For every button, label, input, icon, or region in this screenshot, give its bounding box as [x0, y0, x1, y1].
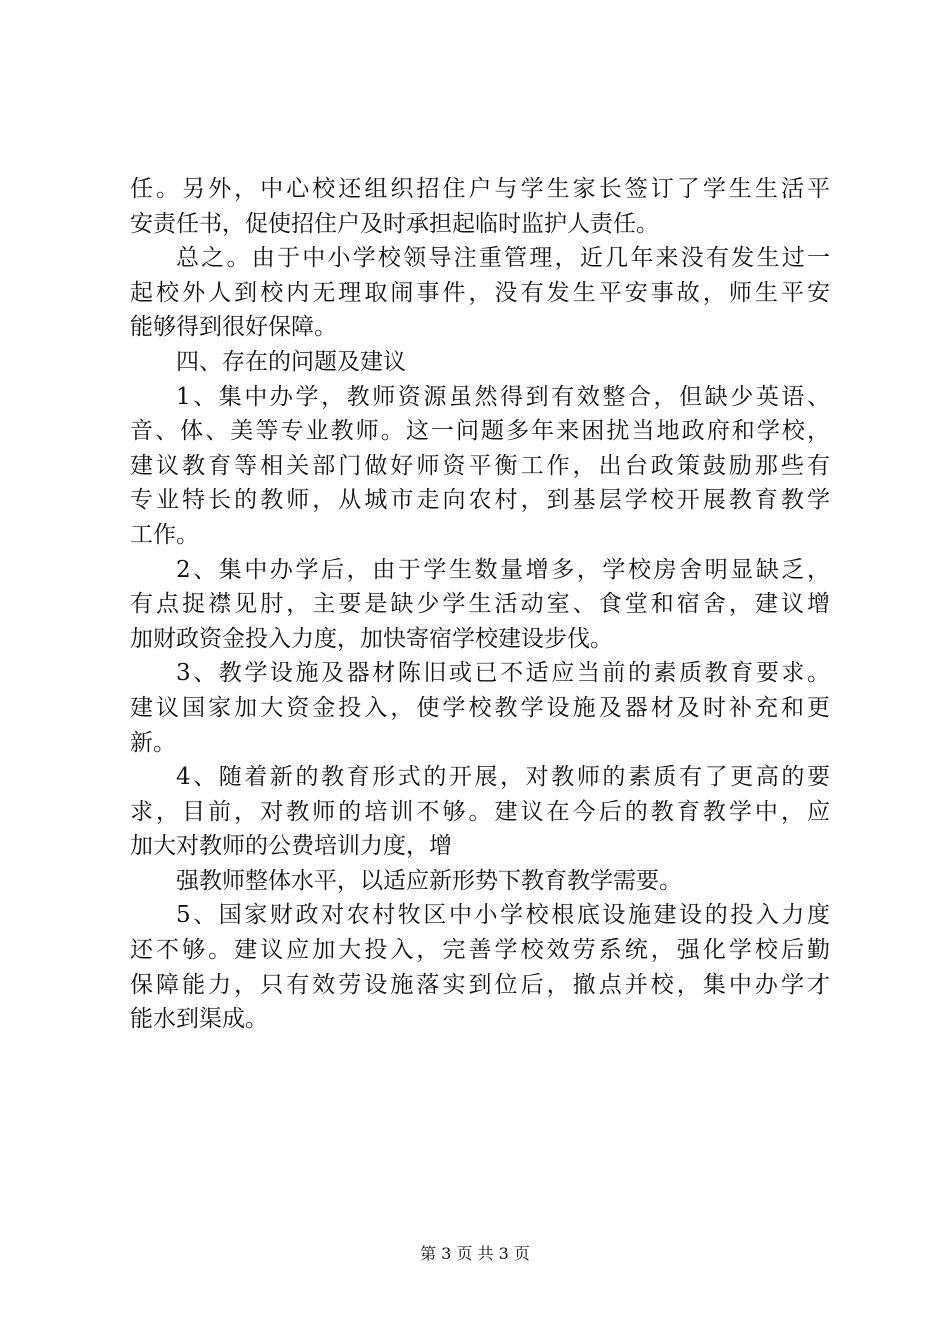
- text-line: 任。另外，中心校还组织招住户与学生家长签订了学生生活平: [130, 176, 830, 202]
- text-line: 能够得到很好保障。: [130, 314, 337, 341]
- text-line: 4、随着新的教育形式的开展，对教师的素质有了更高的要: [176, 764, 830, 791]
- text-line: 建议国家加大资金投入，使学校教学设施及器材及时补充和更: [130, 694, 830, 721]
- text-line: 3、教学设施及器材陈旧或已不适应当前的素质教育要求。: [176, 660, 830, 687]
- text-line: 起校外人到校内无理取闹事件，没有发生平安事故，师生平安: [130, 279, 830, 306]
- text-line: 加大对教师的公费培训力度，增: [130, 833, 452, 860]
- text-line: 专业特长的教师，从城市走向农村，到基层学校开展教育教学: [130, 487, 830, 514]
- text-line: 加财政资金投入力度，加快寄宿学校建设步伐。: [130, 625, 613, 652]
- text-line: 1、集中办学，教师资源虽然得到有效整合，但缺少英语、: [176, 383, 830, 410]
- text-line: 工作。: [130, 521, 199, 548]
- page-footer: 第 3 页 共 3 页: [420, 1244, 530, 1263]
- text-line: 保障能力，只有效劳设施落实到位后，撤点并校，集中办学才: [130, 971, 830, 998]
- text-line: 还不够。建议应加大投入，完善学校效劳系统，强化学校后勤: [130, 937, 830, 964]
- text-line: 音、体、美等专业教师。这一问题多年来困扰当地政府和学校，: [130, 418, 830, 445]
- text-line: 总之。由于中小学校领导注重管理，近几年来没有发生过一: [176, 245, 830, 272]
- text-line: 2、集中办学后，由于学生数量增多，学校房舍明显缺乏，: [176, 556, 830, 583]
- text-line: 安责任书，促使招住户及时承担起临时监护人责任。: [130, 210, 659, 237]
- text-line: 新。: [130, 729, 176, 756]
- text-line: 求，目前，对教师的培训不够。建议在今后的教育教学中，应: [130, 798, 830, 825]
- text-line: 能水到渠成。: [130, 1006, 268, 1033]
- text-line: 有点捉襟见肘，主要是缺少学生活动室、食堂和宿舍，建议增: [130, 591, 830, 618]
- text-line: 强教师整体水平，以适应新形势下教育教学需要。: [176, 867, 682, 894]
- text-line: 建议教育等相关部门做好师资平衡工作，出台政策鼓励那些有: [130, 452, 830, 479]
- text-line: 5、国家财政对农村牧区中小学校根底设施建设的投入力度: [176, 902, 830, 929]
- document-body: [130, 172, 830, 1037]
- section-heading: 四、存在的问题及建议: [176, 348, 406, 375]
